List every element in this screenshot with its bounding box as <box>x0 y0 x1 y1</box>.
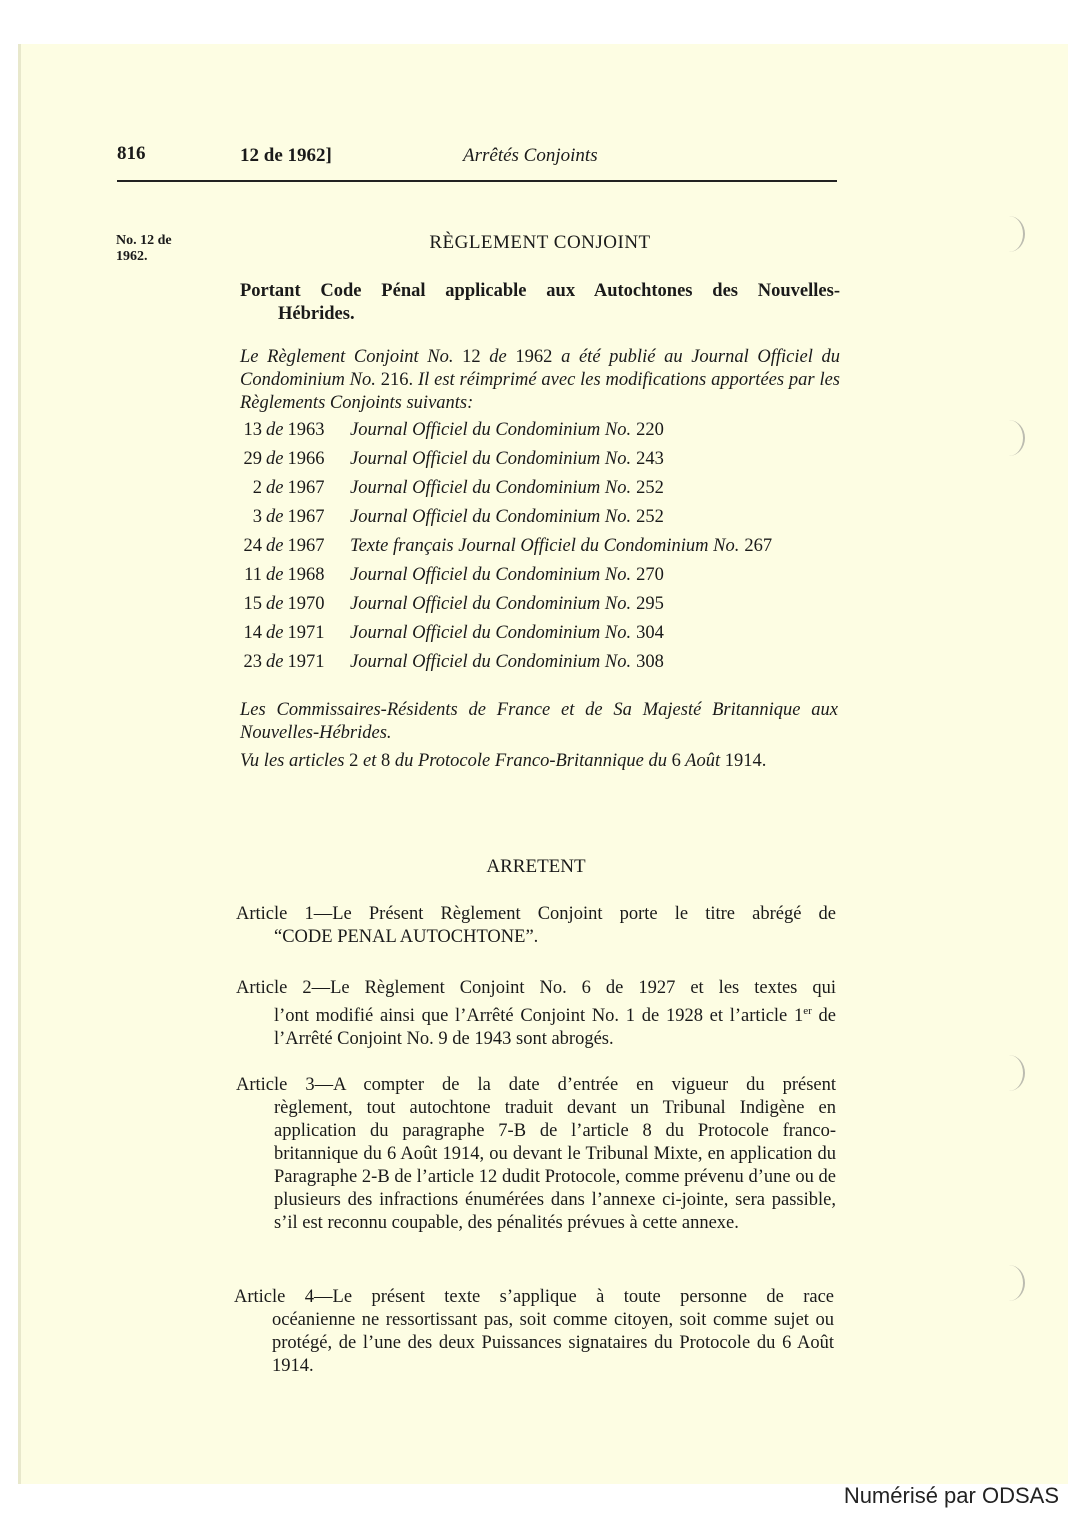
amendment-year: 1967 <box>287 507 325 527</box>
vu-text-2: et <box>362 751 377 771</box>
article-2-text-end: de l’Arrêté Conjoint No. 9 de 1943 sont abrogés. <box>274 1006 837 1050</box>
amendment-reference <box>240 652 350 673</box>
amendment-journal-number: 295 <box>636 594 664 614</box>
amendment-year: 1971 <box>287 652 325 672</box>
amendment-reference <box>240 623 350 644</box>
vu-day: 6 <box>671 751 681 771</box>
page-fold-shadow <box>18 44 21 1484</box>
amendment-row <box>240 449 860 478</box>
commissaires-paragraph: Les Commissaires-Résidents de France et de Sa Majesté Britannique aux Nouvelles-Hébrides. <box>240 700 838 743</box>
amendment-number: 13 <box>243 420 262 440</box>
amendment-de: de <box>266 594 284 614</box>
article-1 <box>236 903 836 949</box>
article-4-continuation: océanienne ne ressortissant pas, soit comme citoyen, soit comme sujet ou protégé, de l’une des deux Puissances signataires du Protocole du 6 Août 1914. <box>272 1310 834 1376</box>
vu-num-1: 2 <box>349 751 359 771</box>
amendment-journal <box>350 420 664 441</box>
amendment-year: 1967 <box>287 478 325 498</box>
amendment-list <box>240 420 860 681</box>
amendment-number: 2 <box>252 478 262 498</box>
vu-year: 1914. <box>724 751 767 771</box>
article-4 <box>234 1286 834 1378</box>
amendment-journal <box>350 449 664 470</box>
amendment-journal <box>350 507 664 528</box>
amendment-journal <box>350 594 664 615</box>
amendment-reference <box>240 478 350 499</box>
amendment-journal-title: Journal Officiel du Condominium No. <box>350 478 632 498</box>
amendment-reference <box>240 536 350 557</box>
amendment-number: 15 <box>243 594 262 614</box>
punch-hole-1 <box>993 216 1025 252</box>
amendment-year: 1968 <box>287 565 325 585</box>
amendment-reference <box>240 565 350 586</box>
subtitle-line2: Hébrides. <box>278 304 355 324</box>
amendment-journal <box>350 565 664 586</box>
intro-text-1: Le Règlement Conjoint No. <box>240 347 454 367</box>
amendment-journal-title: Journal Officiel du Condominium No. <box>350 507 632 527</box>
margin-note <box>116 233 172 265</box>
page-number: 816 <box>117 143 146 164</box>
vu-text-3: du Protocole Franco-Britannique du <box>394 751 667 771</box>
amendment-number: 24 <box>243 536 262 556</box>
article-2-first-line: Article 2—Le Règlement Conjoint No. 6 de 1927 et les textes qui <box>236 978 836 998</box>
amendment-journal-number: 252 <box>636 507 664 527</box>
intro-text-4: Il est réimprimé avec les modifications apportées par les Règlements Conjoints suivants: <box>240 370 840 413</box>
amendment-journal-number: 243 <box>636 449 664 469</box>
header-section-title: Arrêtés Conjoints <box>463 145 598 166</box>
amendment-journal <box>350 536 772 557</box>
amendment-journal-number: 270 <box>636 565 664 585</box>
amendment-journal-title: Journal Officiel du Condominium No. <box>350 652 632 672</box>
amendment-row <box>240 565 860 594</box>
article-1-first-line: Article 1—Le Présent Règlement Conjoint porte le titre abrégé de <box>236 904 836 924</box>
intro-text-2: de <box>489 347 507 367</box>
margin-note-line2: 1962. <box>116 249 148 264</box>
article-1-continuation: “CODE PENAL AUTOCHTONE”. <box>274 927 539 947</box>
amendment-reference <box>240 449 350 470</box>
amendment-year: 1971 <box>287 623 325 643</box>
amendment-journal-title: Journal Officiel du Condominium No. <box>350 420 632 440</box>
article-2-text: l’ont modifié ainsi que l’Arrêté Conjoint No. 1 de 1928 et l’article 1 <box>274 1006 804 1027</box>
article-3-first-line: Article 3—A compter de la date d’entrée en vigueur du présent <box>236 1075 836 1095</box>
amendment-row <box>240 507 860 536</box>
article-4-first-line: Article 4—Le présent texte s’applique à toute personne de race <box>234 1287 834 1307</box>
amendment-row <box>240 652 860 681</box>
intro-num-1: 12 <box>462 347 481 367</box>
amendment-de: de <box>266 652 284 672</box>
amendment-journal <box>350 623 664 644</box>
amendment-number: 11 <box>244 565 262 585</box>
header-rule <box>117 180 837 182</box>
amendment-journal-number: 220 <box>636 420 664 440</box>
amendment-year: 1970 <box>287 594 325 614</box>
punch-hole-4 <box>993 1265 1025 1301</box>
amendment-journal <box>350 652 664 673</box>
vu-text-1: Vu les articles <box>240 751 345 771</box>
vu-month: Août <box>685 751 721 771</box>
intro-num-2: 216. <box>380 370 414 390</box>
subtitle-line1: Portant Code Pénal applicable aux Autochtones des Nouvelles- <box>240 281 840 301</box>
article-2-continuation <box>236 1000 836 1051</box>
amendment-reference <box>240 507 350 528</box>
vu-num-2: 8 <box>380 751 391 771</box>
amendment-de: de <box>266 478 284 498</box>
punch-hole-3 <box>993 1055 1025 1091</box>
amendment-journal-title: Journal Officiel du Condominium No. <box>350 449 632 469</box>
intro-text-3: a été publié au Journal Officiel du Condominium No. <box>240 347 841 390</box>
amendment-journal-number: 304 <box>636 623 664 643</box>
amendment-row <box>240 623 860 652</box>
amendment-row <box>240 478 860 507</box>
amendment-reference <box>240 420 350 441</box>
amendment-number: 14 <box>243 623 262 643</box>
document-title: RÈGLEMENT CONJOINT <box>429 232 651 253</box>
amendment-journal-title: Journal Officiel du Condominium No. <box>350 594 632 614</box>
amendment-journal-number: 308 <box>636 652 664 672</box>
amendment-number: 3 <box>252 507 262 527</box>
amendment-journal-number: 267 <box>744 536 773 556</box>
amendment-journal-title: Journal Officiel du Condominium No. <box>350 623 632 643</box>
document-subtitle <box>240 280 840 326</box>
vu-paragraph <box>240 750 860 773</box>
digitization-watermark: Numérisé par ODSAS <box>843 1483 1059 1508</box>
amendment-row <box>240 594 860 623</box>
amendment-row <box>240 420 860 449</box>
amendment-de: de <box>266 623 284 643</box>
amendment-row <box>240 536 860 565</box>
amendment-de: de <box>266 536 284 556</box>
article-3-continuation: règlement, tout autochtone traduit devant un Tribunal Indigène en application du paragraphe 7-B de l’article 8 du Protocole franco-britannique du 6 Août 1914, ou devant le Tribunal Mixte, en application du Paragraphe 2-B de l’article 12 dudit Protocole, comme prévenu d’une ou de plusieurs des infractions énumérées dans l’annexe ci-jointe, sera passible, s’il est reconnu coupable, des pénalités prévues à cette annexe. <box>274 1098 836 1233</box>
amendment-de: de <box>266 449 284 469</box>
amendment-journal-number: 252 <box>636 478 664 498</box>
amendment-de: de <box>266 565 284 585</box>
amendment-de: de <box>266 420 284 440</box>
intro-paragraph <box>240 346 840 415</box>
amendment-number: 23 <box>243 652 262 672</box>
amendment-year: 1966 <box>287 449 325 469</box>
amendment-year: 1967 <box>287 536 325 556</box>
intro-year-1: 1962 <box>515 347 553 367</box>
margin-note-line1: No. 12 de <box>116 233 172 248</box>
article-3 <box>236 1074 836 1235</box>
amendment-number: 29 <box>243 449 262 469</box>
article-2 <box>236 977 836 1051</box>
article-2-superscript: er <box>803 1005 812 1017</box>
amendment-reference <box>240 594 350 615</box>
amendment-de: de <box>266 507 284 527</box>
arretent-heading: ARRETENT <box>486 856 586 877</box>
amendment-journal-title: Journal Officiel du Condominium No. <box>350 565 632 585</box>
amendment-journal-title: Texte français Journal Officiel du Condominium No. <box>350 536 740 556</box>
amendment-journal <box>350 478 664 499</box>
amendment-year: 1963 <box>287 420 325 440</box>
punch-hole-2 <box>993 420 1025 456</box>
header-reference: 12 de 1962] <box>240 145 332 166</box>
